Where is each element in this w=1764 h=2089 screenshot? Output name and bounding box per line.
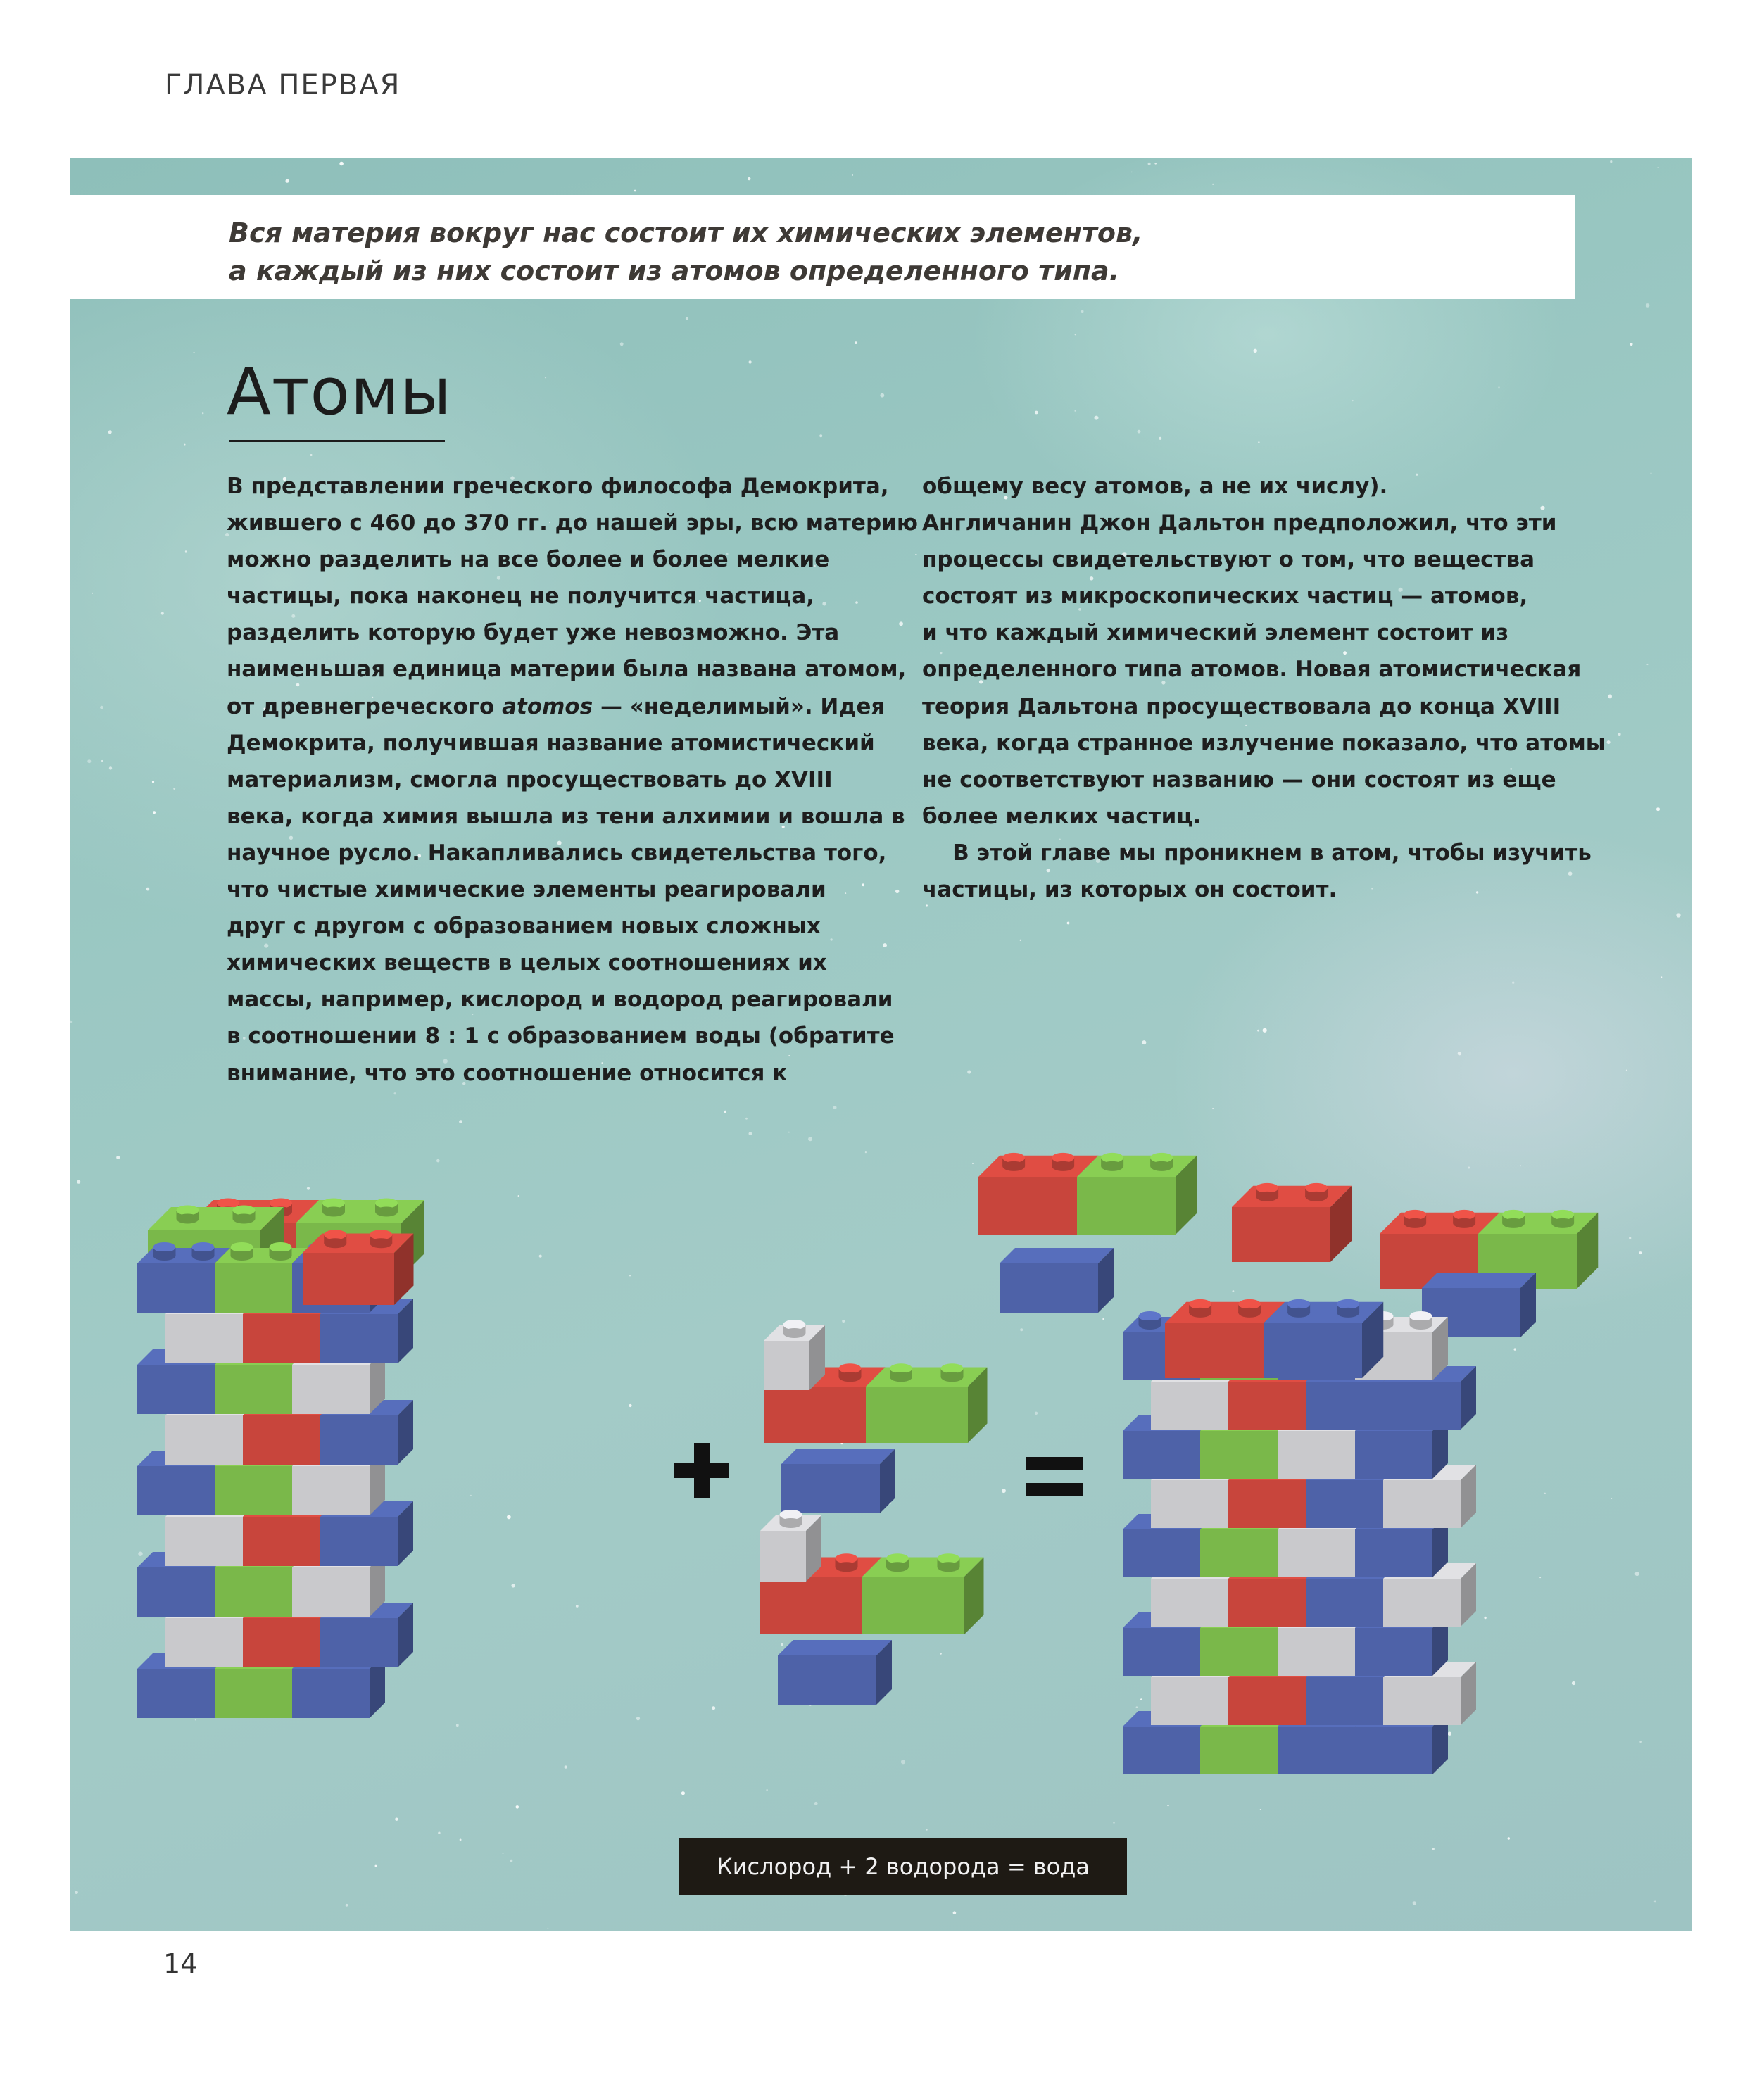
equals-sign [1026,1457,1083,1496]
lego-brick-blue [1000,1248,1114,1313]
text-line: теория Дальтона просуществовала до конца XVIII [922,693,1561,719]
lego-brick-blue [778,1640,892,1705]
text-line: массы, например, кислород и водород реагировали [227,987,893,1013]
lego-brick-green [866,1363,988,1443]
lego-brick-blue [1264,1299,1383,1378]
text-line: более мелких частиц. [922,803,1202,829]
text-line: частицы, из которых он состоит. [922,877,1337,903]
caption-text: Кислород + 2 водорода = вода [717,1853,1090,1880]
text-line: века, когда химия вышла из тени алхимии и вошла в [227,803,905,829]
lego-brick-red [303,1230,414,1305]
text-line: и что каждый химический элемент состоит из [922,620,1509,646]
text-line: научное русло. Накапливались свидетельства того, [227,840,887,866]
text-line: можно разделить на все более и более мелкие [227,547,830,573]
lego-brick-red [1232,1183,1352,1262]
text-line: не соответствуют названию — они состоят из еще [922,766,1556,793]
lego-brick-green [862,1553,984,1634]
text-line: процессы свидетельствуют о том, что вещества [922,547,1535,573]
text-line: В представлении греческого философа Демокрита, [227,474,889,499]
text-line: жившего с 460 до 370 гг. до нашей эры, всю материю [227,510,918,536]
text-line: Англичанин Джон Дальтон предположил, что эти [922,510,1557,536]
lego-illustration [70,158,1692,1931]
text-fragment: — «неделимый». Идея [593,693,886,719]
emphasized-term: atomos [502,693,593,719]
section-title: Атомы [227,354,452,429]
page-number: 14 [163,1948,198,1979]
text-line: химических веществ в целых соотношениях их [227,950,827,976]
text-line: Демокрита, получившая название атомистический [227,730,875,756]
text-line: века, когда странное излучение показало, что атомы [922,730,1606,756]
lego-brick-gray [760,1510,821,1582]
hydrogen-lego-2 [760,1510,984,1705]
lego-brick-blue [781,1449,895,1513]
text-line: В этой главе мы проникнем в атом, чтобы изучить [922,840,1592,866]
caption-box [679,1838,1127,1895]
chapter-heading: ГЛАВА ПЕРВАЯ [165,69,401,101]
text-line: общему весу атомов, а не их числу). [922,474,1388,499]
text-line: друг с другом с образованием новых сложных [227,914,821,940]
oxygen-lego-stack [137,1199,424,1719]
text-line: наименьшая единица материи была названа атомом, [227,657,907,683]
text-line: определенного типа атомов. Новая атомистическая [922,657,1582,683]
lead-line-1: Вся материя вокруг нас состоит их химических элементов, [229,217,1143,248]
text-line: материализм, смогла просуществовать до XVIII [227,766,833,793]
lego-brick-gray [764,1320,825,1390]
plus-sign [674,1443,729,1498]
atoms-panel [70,158,1692,1931]
lead-line-2: а каждый из них состоит из атомов определенного типа. [229,255,1120,286]
text-line: разделить которую будет уже невозможно. Эта [227,620,840,646]
text-line: внимание, что это соотношение относится к [227,1060,788,1086]
hydrogen-lego-1 [764,1320,988,1513]
text-line: что чистые химические элементы реагировали [227,877,826,903]
text-line: состоят из микроскопических частиц — атомов, [922,583,1528,610]
lego-brick-green [1077,1153,1197,1235]
text-line: частицы, пока наконец не получится частица, [227,583,815,610]
text-fragment: от древнегреческого [227,693,503,719]
text-line: в соотношении 8 : 1 с образованием воды (обратите [227,1023,895,1049]
